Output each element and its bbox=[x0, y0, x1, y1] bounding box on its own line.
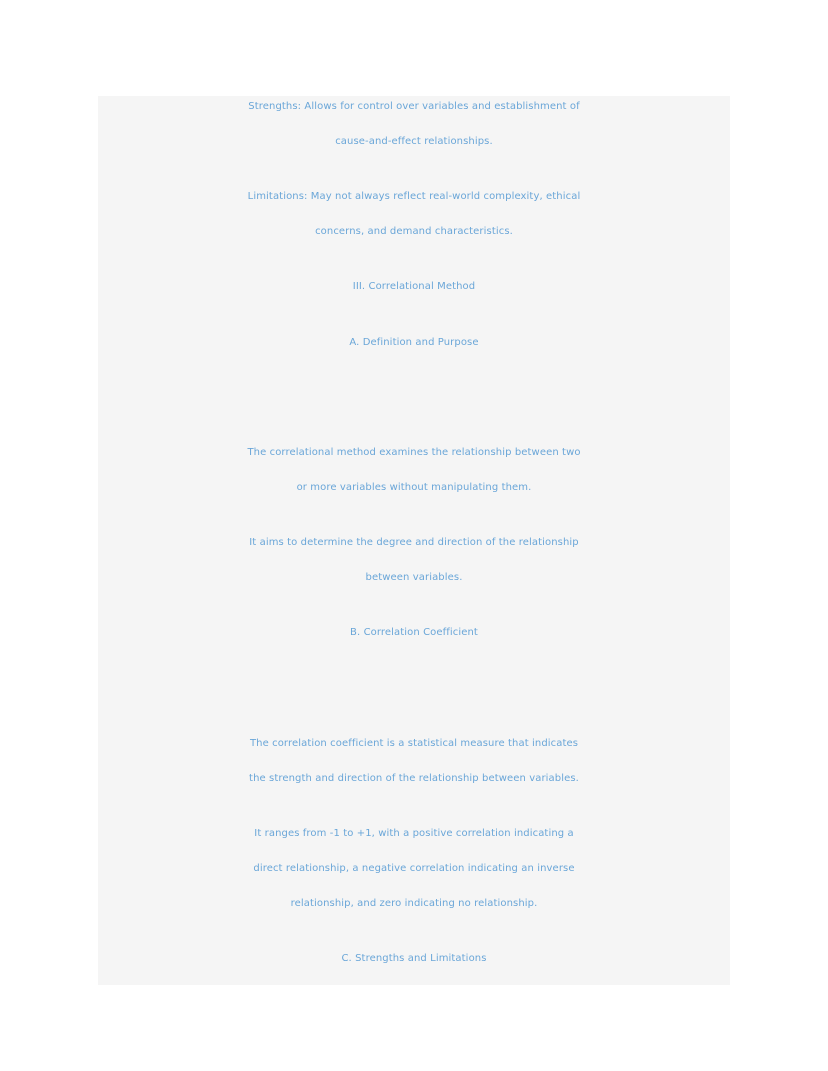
coefficient-range-line-3: relationship, and zero indicating no relationship. bbox=[290, 898, 538, 909]
coefficient-range-line-2: direct relationship, a negative correlation indicating an inverse bbox=[253, 863, 575, 874]
document-page bbox=[98, 96, 730, 985]
limitations-line-1: Limitations: May not always reflect real-world complexity, ethical bbox=[247, 191, 581, 202]
subheading-definition-purpose: A. Definition and Purpose bbox=[349, 337, 479, 348]
correlational-definition-line-1: The correlational method examines the relationship between two bbox=[247, 447, 581, 458]
coefficient-definition-line-1: The correlation coefficient is a statistical measure that indicates bbox=[249, 738, 579, 749]
strengths-line-1: Strengths: Allows for control over variables and establishment of bbox=[248, 101, 580, 112]
correlational-aim-line-2: between variables. bbox=[365, 572, 463, 583]
coefficient-range-line-1: It ranges from -1 to +1, with a positive correlation indicating a bbox=[254, 828, 574, 839]
subheading-strengths-limitations: C. Strengths and Limitations bbox=[341, 953, 487, 964]
strengths-line-2: cause-and-effect relationships. bbox=[335, 136, 493, 147]
coefficient-definition-line-2: the strength and direction of the relationship between variables. bbox=[249, 773, 579, 784]
correlational-aim-line-1: It aims to determine the degree and direction of the relationship bbox=[249, 537, 579, 548]
limitations-line-2: concerns, and demand characteristics. bbox=[315, 226, 513, 237]
correlational-definition-line-2: or more variables without manipulating them. bbox=[296, 482, 532, 493]
subheading-correlation-coefficient: B. Correlation Coefficient bbox=[350, 627, 478, 638]
section-heading-correlational-method: III. Correlational Method bbox=[352, 281, 476, 292]
